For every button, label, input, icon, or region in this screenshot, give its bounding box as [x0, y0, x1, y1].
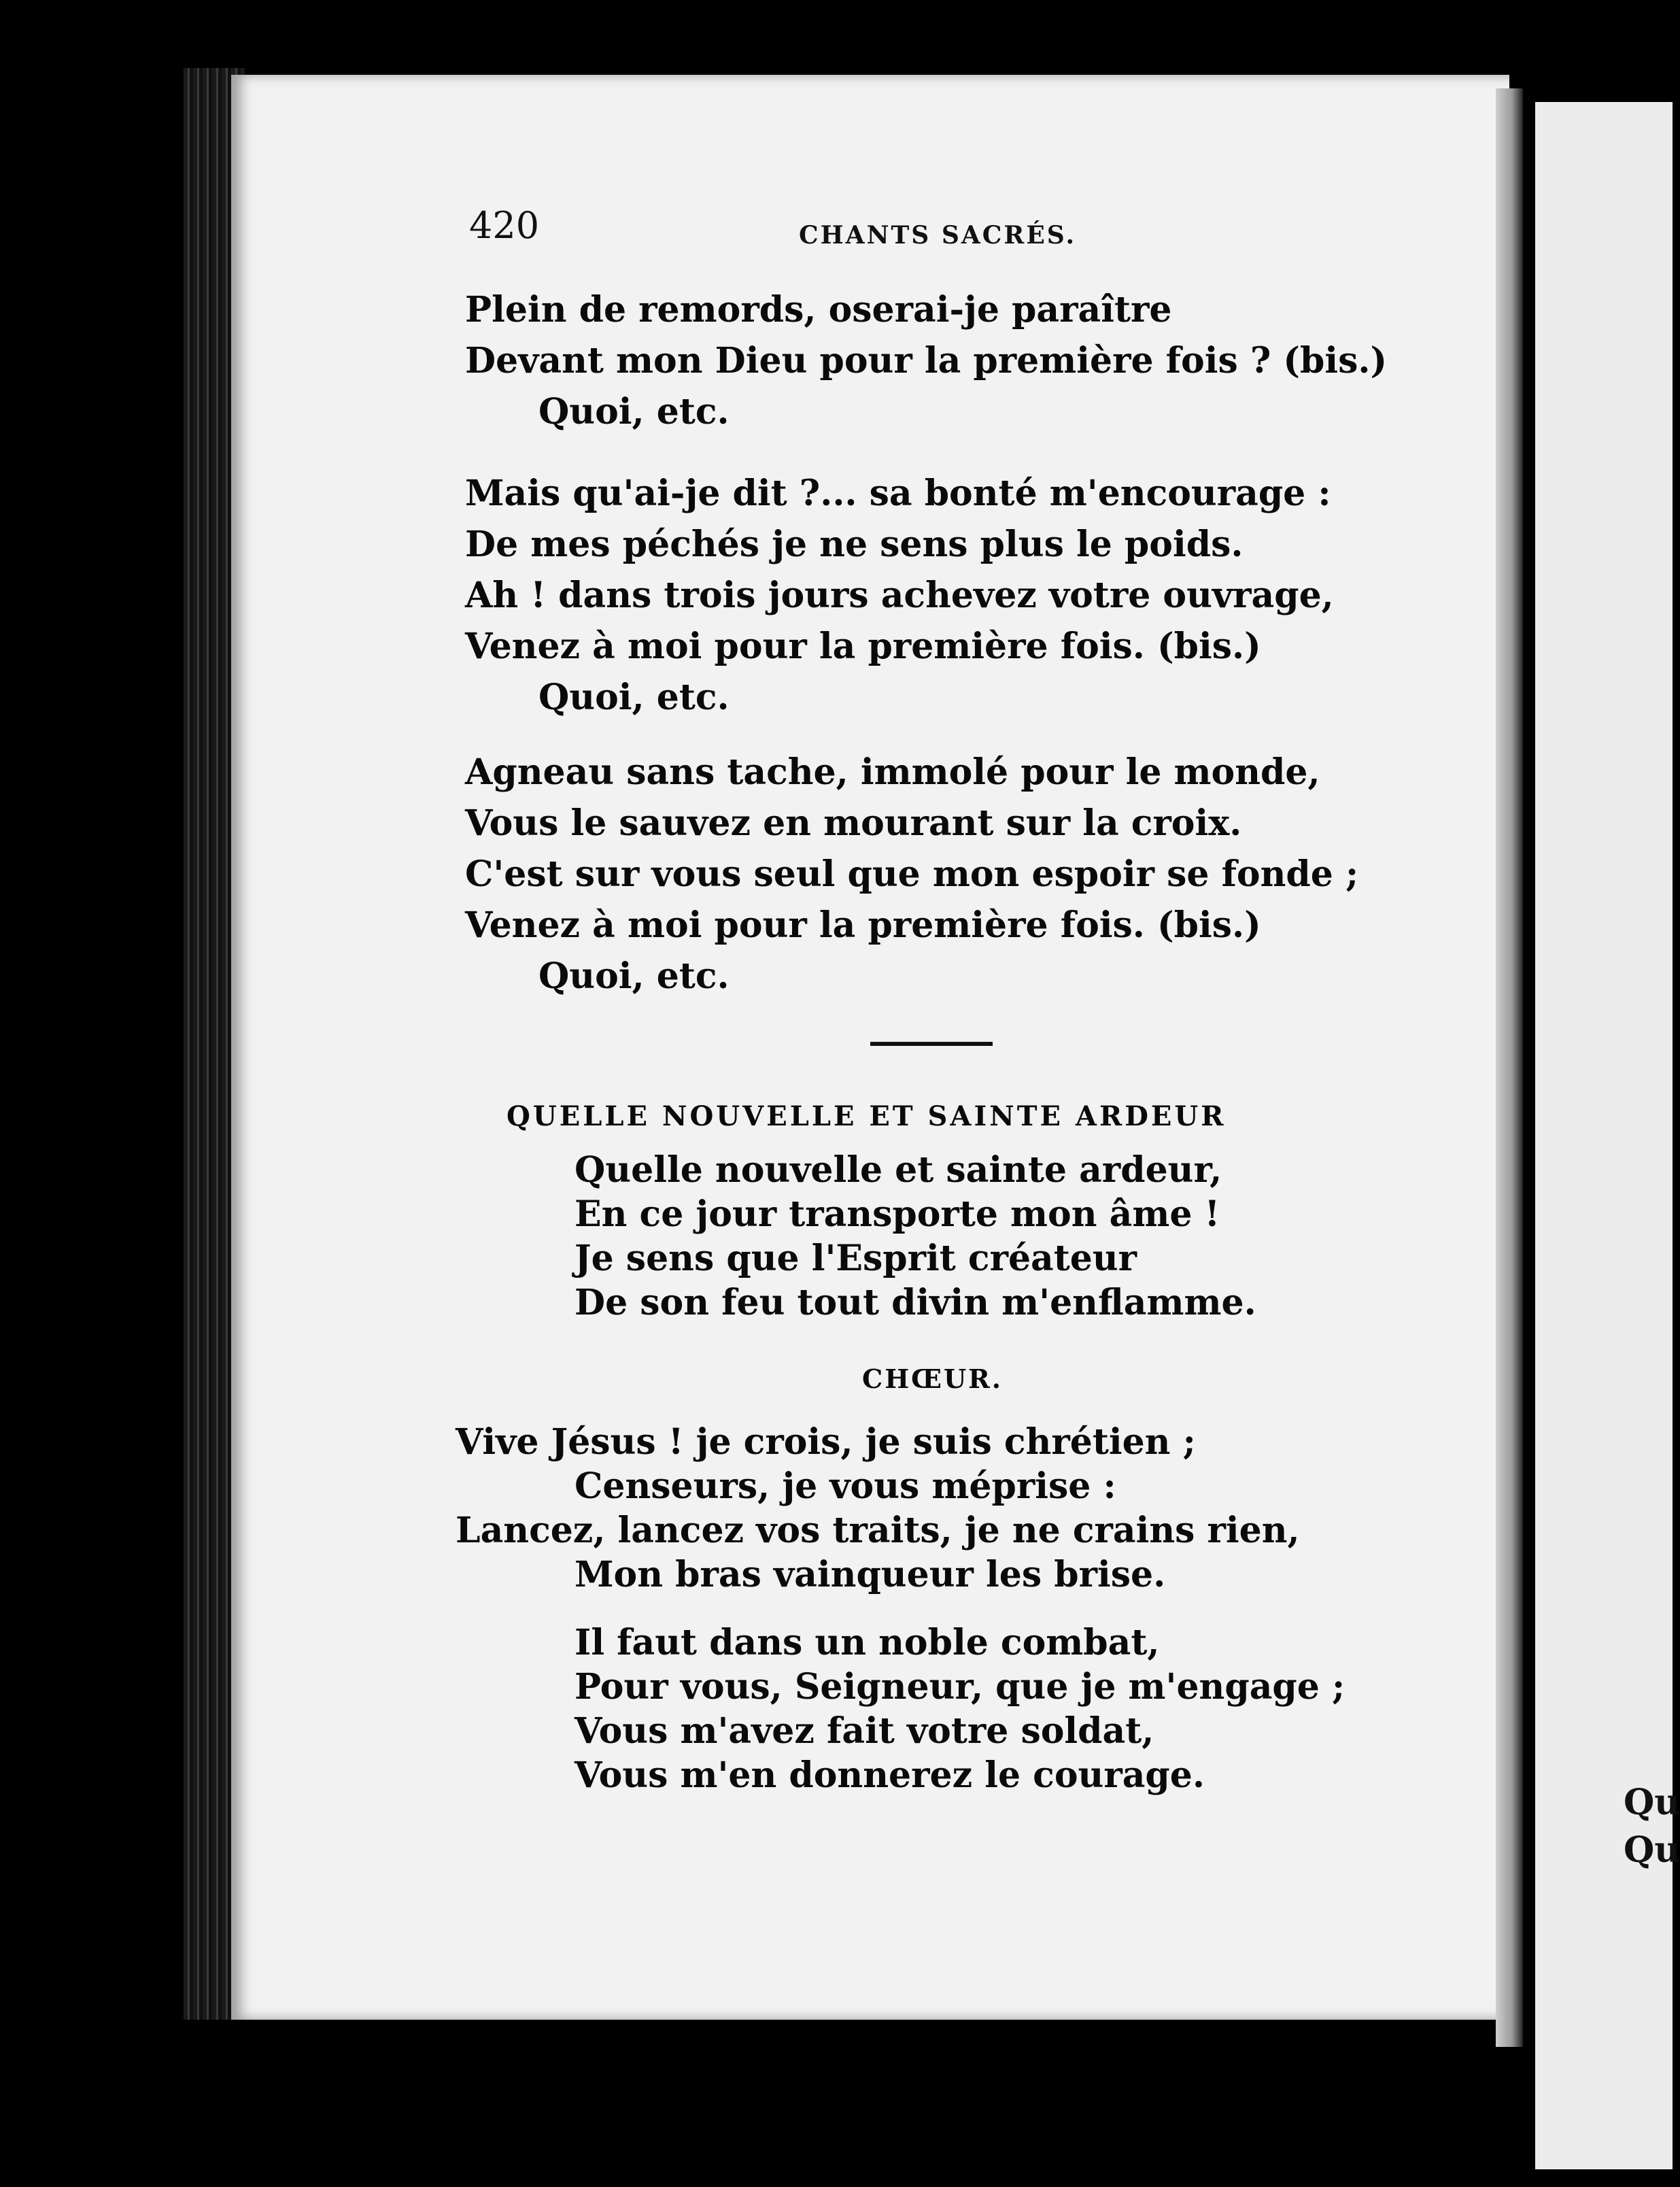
verse-line: Quoi, etc.	[538, 391, 730, 433]
verse-line: Quelle nouvelle et sainte ardeur,	[575, 1149, 1222, 1191]
verse-line: Vous m'avez fait votre soldat,	[575, 1710, 1154, 1752]
adjacent-page	[1535, 102, 1680, 2169]
running-title: CHANTS SACRÉS.	[799, 221, 1077, 250]
chorus-label: CHŒUR.	[862, 1363, 1003, 1394]
verse-line: Il faut dans un noble combat,	[575, 1622, 1160, 1663]
adjacent-page-fragment: Qu	[1624, 1829, 1680, 1871]
chorus-line: Lancez, lancez vos traits, je ne crains rien,	[456, 1510, 1300, 1551]
page-edge	[1496, 88, 1523, 2047]
verse-line: Vous m'en donnerez le courage.	[575, 1754, 1205, 1796]
chorus-line: Vive Jésus ! je crois, je suis chrétien ;	[456, 1421, 1196, 1463]
verse-line: Mais qu'ai-je dit ?... sa bonté m'encourage :	[465, 473, 1331, 514]
verse-line: De mes péchés je ne sens plus le poids.	[465, 524, 1244, 565]
verse-line: Vous le sauvez en mourant sur la croix.	[465, 802, 1242, 844]
verse-line: Venez à moi pour la première fois. (bis.)	[465, 626, 1261, 667]
verse-line: Je sens que l'Esprit créateur	[575, 1238, 1137, 1279]
adjacent-page-fragment: Qu	[1624, 1782, 1680, 1823]
chorus-line: Mon bras vainqueur les brise.	[575, 1554, 1166, 1595]
verse-line: C'est sur vous seul que mon espoir se fonde ;	[465, 853, 1359, 895]
chorus-line: Censeurs, je vous méprise :	[575, 1465, 1116, 1507]
verse-line: Ah ! dans trois jours achevez votre ouvrage,	[465, 575, 1334, 616]
page-number: 420	[469, 204, 540, 247]
verse-line: Agneau sans tache, immolé pour le monde,	[465, 751, 1320, 793]
verse-line: De son feu tout divin m'enflamme.	[575, 1282, 1256, 1323]
section-divider	[870, 1042, 993, 1046]
song-title: QUELLE NOUVELLE ET SAINTE ARDEUR	[507, 1100, 1227, 1132]
verse-line: Venez à moi pour la première fois. (bis.)	[465, 904, 1261, 946]
verse-line: Devant mon Dieu pour la première fois ? (bis.)	[465, 340, 1388, 382]
verse-line: Pour vous, Seigneur, que je m'engage ;	[575, 1666, 1345, 1708]
verse-line: Plein de remords, oserai-je paraître	[465, 289, 1172, 330]
verse-line: Quoi, etc.	[538, 677, 730, 718]
verse-line: Quoi, etc.	[538, 955, 730, 997]
verse-line: En ce jour transporte mon âme !	[575, 1193, 1220, 1235]
